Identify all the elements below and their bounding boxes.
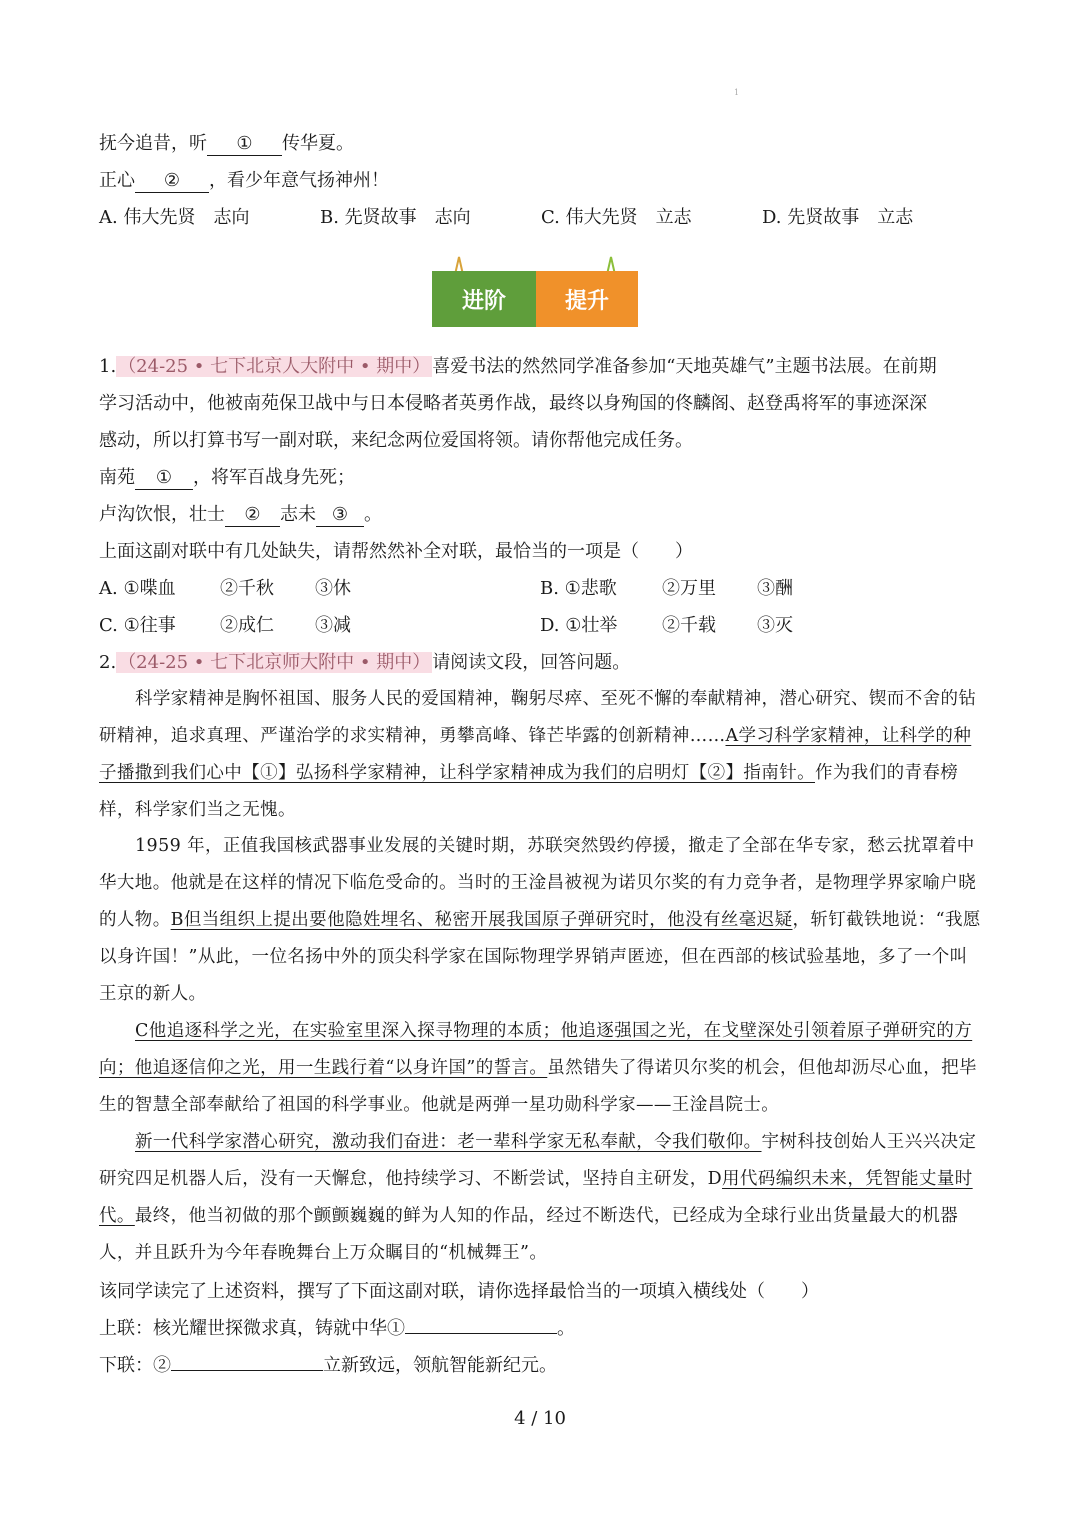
option-d: D. ①壮举 xyxy=(540,615,618,636)
blank-2: ② xyxy=(225,504,280,527)
answer-blank xyxy=(171,1370,323,1371)
answer-blank xyxy=(405,1333,557,1334)
option-b-3: ③酬 xyxy=(757,578,793,599)
text: 南苑 xyxy=(99,467,135,488)
option-d-2: ②千载 xyxy=(662,615,716,636)
underlined-sentence-b: B但当组织上提出要他隐姓埋名、秘密开展我国原子弹研究时，他没有丝毫迟疑 xyxy=(170,910,793,930)
question-number: 1. xyxy=(99,356,117,377)
page-mark: 1 xyxy=(734,88,740,97)
q1-options-row-2 xyxy=(99,613,793,639)
option-a-2: ②千秋 xyxy=(220,578,274,599)
blank-2: ② xyxy=(135,170,209,193)
text: ，将军百战身先死； xyxy=(193,467,355,488)
q1-couplet-2 xyxy=(99,502,382,528)
section-header-right: 提升 xyxy=(536,271,638,327)
text: 立新致远，领航智能新纪元。 xyxy=(323,1355,557,1376)
q1-options-row-1 xyxy=(99,576,793,602)
q2-paragraph-1 xyxy=(99,681,984,829)
option-c-2: ②成仁 xyxy=(220,615,274,636)
section-header-left: 进阶 xyxy=(432,271,536,327)
underlined-sentence-d: 用代码编织未来，凭智能丈量时代。 xyxy=(99,1169,973,1226)
option-b: B. ①悲歌 xyxy=(540,578,617,599)
text: 作为我们的青春榜样，科学家们当之无愧。 xyxy=(99,763,959,820)
option-d-3: ③灭 xyxy=(757,615,793,636)
intro-line-2 xyxy=(99,168,389,194)
q1-line-1 xyxy=(99,354,937,380)
q1-line-2: 学习活动中，他被南苑保卫战中与日本侵略者英勇作战，最终以身殉国的佟麟阁、赵登禹将军的事迹深深 xyxy=(99,393,927,414)
underlined-sentence: 新一代科学家潜心研究，激动我们奋进：老一辈科学家无私奉献，令我们敬仰。 xyxy=(135,1132,762,1152)
option-a-3: ③休 xyxy=(315,578,351,599)
text: 上联：核光耀世探微求真，铸就中华① xyxy=(99,1318,405,1339)
source-tag: （24-25 • 七下北京人大附中 • 期中） xyxy=(118,356,431,377)
option-d: D. 先贤故事 立志 xyxy=(762,207,914,228)
text: ，看少年意气扬神州！ xyxy=(209,170,389,191)
text: ，斩钉截铁地说：“我愿以身许国！”从此，一位名扬中外的顶尖科学家在国际物理学界销声匿迹，但在西部的核试验基地，多了一个叫王京的新人。 xyxy=(99,910,981,1004)
q2-upper-couplet xyxy=(99,1316,575,1342)
underlined-sentence-a: A学习科学家精神，让科学的种子播撒到我们心中【①】弘扬科学家精神，让科学家精神成为我们的启明灯【②】指南针。 xyxy=(99,726,972,783)
text: 传华夏。 xyxy=(282,133,354,154)
text: 科学家精神是胸怀祖国、服务人民的爱国精神，鞠躬尽瘁、至死不懈的奉献精神，潜心研究、锲而不舍的钻研精神，追求真理、严谨治学的求实精神，勇攀高峰、锋芒毕露的创新精神…… xyxy=(99,689,977,746)
option-b: B. 先贤故事 志向 xyxy=(320,207,471,228)
page-number: 4 / 10 xyxy=(514,1408,566,1429)
option-c-3: ③减 xyxy=(315,615,351,636)
text: 请阅读文段，回答问题。 xyxy=(432,652,631,673)
option-a: A. 伟大先贤 志向 xyxy=(99,207,250,228)
source-tag: （24-25 • 七下北京师大附中 • 期中） xyxy=(118,652,431,673)
question-number: 2. xyxy=(99,652,117,673)
q1-prompt: 上面这副对联中有几处缺失，请帮然然补全对联，最恰当的一项是（ ） xyxy=(99,541,693,562)
option-c: C. ①往事 xyxy=(99,615,176,636)
text: 抚今追昔，听 xyxy=(99,133,207,154)
text: 。 xyxy=(557,1318,575,1339)
option-b-2: ②万里 xyxy=(662,578,716,599)
text: 正心 xyxy=(99,170,135,191)
blank-1: ① xyxy=(135,467,193,490)
q2-paragraph-4 xyxy=(99,1124,984,1272)
text: 1959 年，正值我国核武器事业发展的关键时期，苏联突然毁约停援，撤走了全部在华专家，愁云扰罩着中华大地。他就是在这样的情况下临危受命的。当时的王淦昌被视为诺贝尔奖的有力竞争者，是物理学界家喻户晓的人物。 xyxy=(99,836,977,930)
text: 虽然错失了得诺贝尔奖的机会，但他却沥尽心血，把毕生的智慧全部奉献给了祖国的科学事业。他就是两弹一星功勋科学家——王淦昌院士。 xyxy=(99,1058,977,1115)
blank-1: ① xyxy=(207,133,282,156)
q2-task: 该同学读完了上述资料，撰写了下面这副对联，请你选择最恰当的一项填入横线处（ ） xyxy=(99,1281,819,1302)
text: 志未 xyxy=(280,504,316,525)
text: 喜爱书法的然然同学准备参加“天地英雄气”主题书法展。在前期 xyxy=(432,356,937,377)
q2-paragraph-3 xyxy=(99,1013,984,1124)
text: 宇树科技创始人王兴兴决定研究四足机器人后，没有一天懈怠，他持续学习、不断尝试，坚持自主研发，D xyxy=(99,1132,977,1189)
text: 最终，他当初做的那个颤颤巍巍的鲜为人知的作品，经过不断迭代，已经成为全球行业出货量最大的机器人，并且跃升为今年春晚舞台上万众瞩目的“机械舞王”。 xyxy=(99,1206,959,1263)
q2-line-1 xyxy=(99,650,630,676)
section-header xyxy=(432,253,638,327)
q2-lower-couplet xyxy=(99,1353,557,1379)
underlined-sentence-c: C他追逐科学之光，在实验室里深入探寻物理的本质；他追逐强国之光，在戈壁深处引领着原子弹研究的方向；他追逐信仰之光，用一生践行着“以身许国”的誓言。 xyxy=(99,1021,973,1078)
intro-options xyxy=(99,205,913,231)
text: 。 xyxy=(364,504,382,525)
q2-paragraph-2 xyxy=(99,828,984,1013)
text: 下联：② xyxy=(99,1355,171,1376)
intro-line-1 xyxy=(99,131,354,157)
q1-line-3: 感动，所以打算书写一副对联，来纪念两位爱国将领。请你帮他完成任务。 xyxy=(99,430,693,451)
q1-couplet-1 xyxy=(99,465,355,491)
option-c: C. 伟大先贤 立志 xyxy=(541,207,692,228)
option-a: A. ①喋血 xyxy=(99,578,176,599)
blank-3: ③ xyxy=(316,504,364,527)
text: 卢沟饮恨，壮士 xyxy=(99,504,225,525)
